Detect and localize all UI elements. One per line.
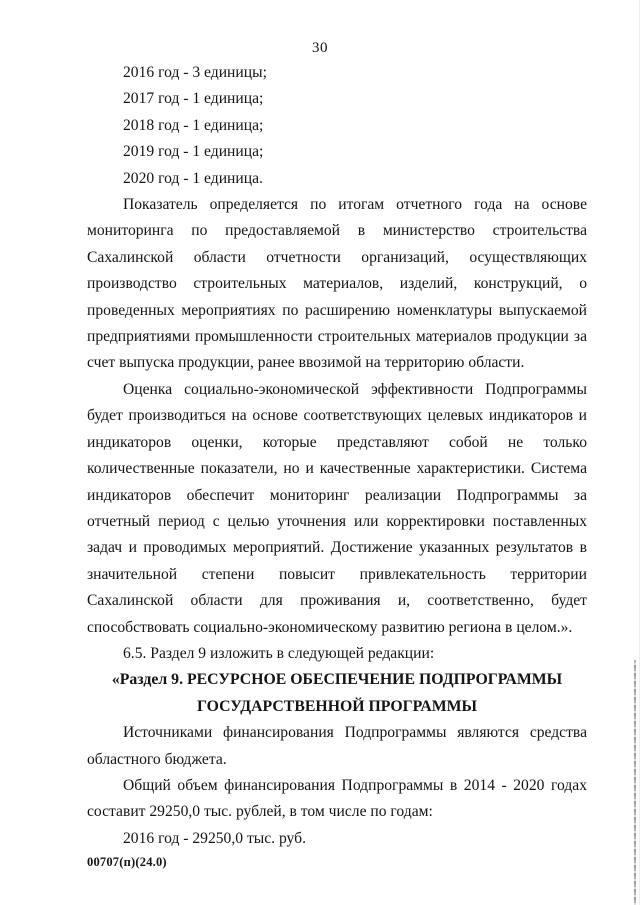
funding-sources-paragraph: Источниками финансирования Подпрограммы являются средства областного бюджета. (87, 724, 587, 768)
page-number: 30 (312, 40, 328, 56)
year-line-2020: 2020 год - 1 единица. (123, 169, 263, 187)
document-code: 00707(п)(24.0) (87, 855, 167, 869)
indicator-definition-paragraph: Показатель определяется по итогам отчетного года на основе мониторинга по предоставляемой в министерство строительства Сахалинской области отчетности организаций, осуществляющих производство строительных материалов, изделий, конструкций, о проведенных мероприятиях по расширению номенклатуры выпускаемой предприятиями промышленности строительных материалов продукции за счет выпуска продукции, ранее ввозимой на территорию области. (87, 196, 587, 372)
total-funding-paragraph: Общий объем финансирования Подпрограммы в 2014 - 2020 годах составит 29250,0 тыс. рублей, в том числе по годам: (87, 776, 587, 821)
efficiency-assessment-paragraph: Оценка социально-экономической эффективности Подпрограммы будет производиться на основе соответствующих целевых индикаторов и индикаторов оценки, которые представляют собой не только количественные показатели, но и качественные характеристики. Система индикаторов обеспечит мониторинг реализации Подпрограммы за отчетный период с целью уточнения или корректировки поставленных задач и проводимых мероприятий. Достижение указанных результатов в значительной степени повысит привлекательность территории Сахалинской области для проживания и, соответственно, будет способствовать социально-экономическому развитию региона в целом.». (87, 380, 587, 636)
year-line-2019: 2019 год - 1 единица; (123, 143, 264, 161)
year-line-2017: 2017 год - 1 единица; (123, 90, 264, 108)
amendment-instruction: 6.5. Раздел 9 изложить в следующей редакции: (123, 644, 435, 662)
scan-edge-artifact (634, 660, 636, 905)
year-line-2018: 2018 год - 1 единица; (123, 116, 264, 134)
year-line-2016: 2016 год - 3 единицы; (123, 64, 267, 81)
section-heading-line2: ГОСУДАРСТВЕННОЙ ПРОГРАММЫ (196, 697, 478, 715)
funding-2016-line: 2016 год - 29250,0 тыс. руб. (123, 829, 306, 847)
document-body (87, 60, 587, 852)
section-heading-line1: «Раздел 9. РЕСУРСНОЕ ОБЕСПЕЧЕНИЕ ПОДПРОГРАММЫ (111, 671, 563, 689)
